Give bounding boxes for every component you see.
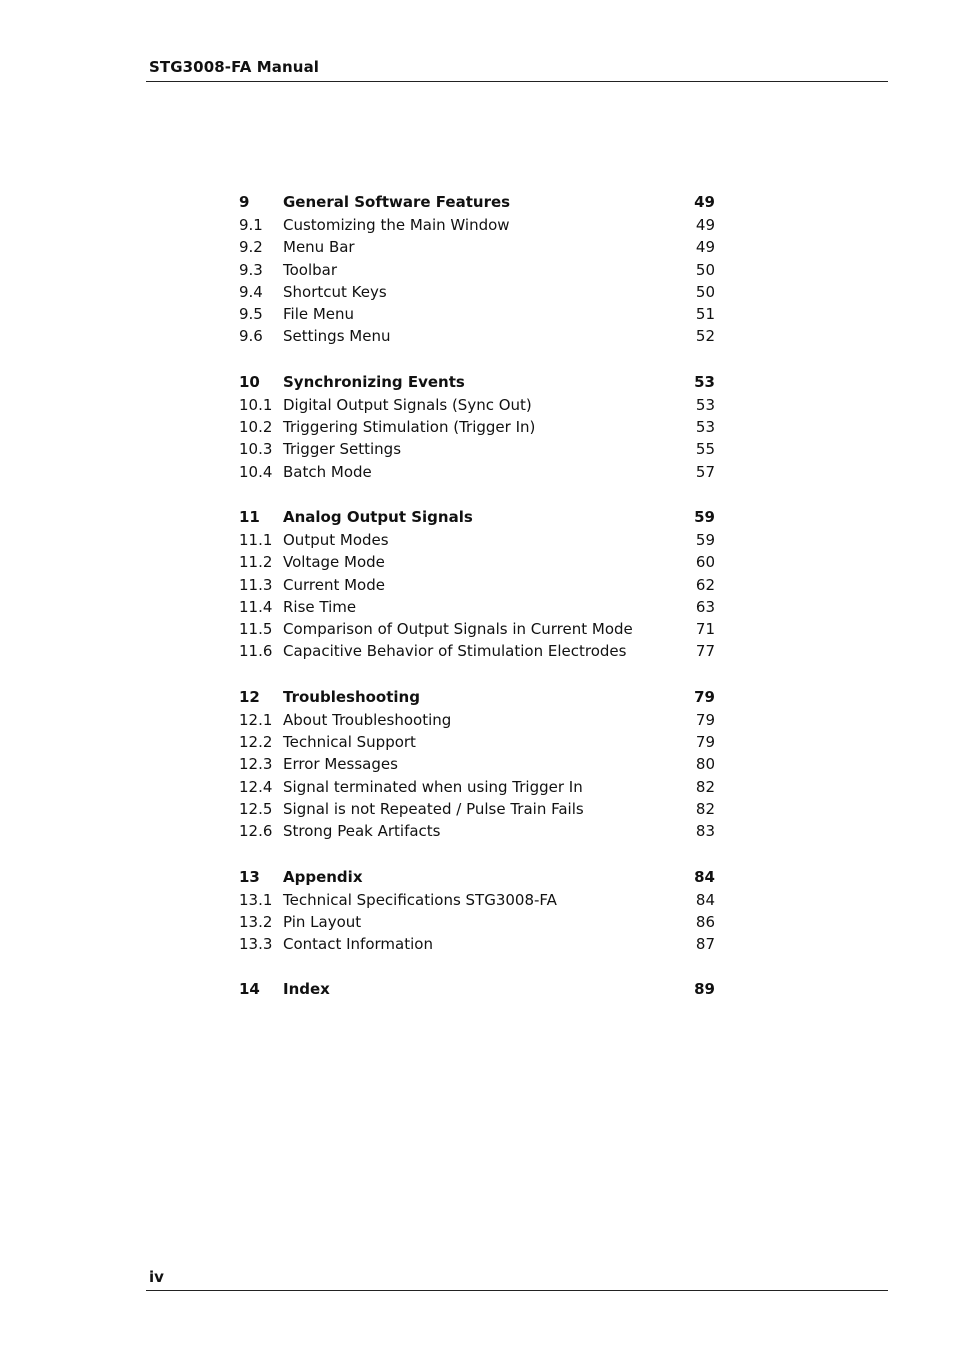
toc-entry-number: 11.6 (239, 642, 273, 661)
toc-subsection-row[interactable] (239, 911, 719, 933)
toc-entry-number: 11.2 (239, 553, 273, 572)
toc-subsection-row[interactable] (239, 461, 719, 483)
toc-entry-number: 13.1 (239, 890, 273, 909)
toc-entry-page: 83 (695, 822, 715, 841)
table-of-contents (239, 190, 719, 1023)
toc-subsection-row[interactable] (239, 529, 719, 551)
toc-entry-title: Triggering Stimulation (Trigger In) (283, 418, 536, 437)
toc-subsection-row[interactable] (239, 574, 719, 596)
toc-entry-page: 84 (695, 890, 715, 909)
toc-entry-page: 79 (695, 710, 715, 729)
toc-entry-number: 12.6 (239, 822, 273, 841)
toc-entry-number: 14 (239, 980, 260, 999)
toc-entry-page: 77 (695, 642, 715, 661)
toc-entry-title: Rise Time (283, 597, 357, 616)
toc-entry-page: 49 (695, 216, 715, 234)
toc-entry-title: Settings Menu (283, 327, 391, 346)
toc-entry-page: 82 (695, 777, 715, 796)
toc-entry-number: 11.5 (239, 620, 273, 639)
toc-entry-title: Troubleshooting (283, 687, 420, 706)
page-footer (146, 1266, 888, 1291)
toc-entry-title: Technical Support (283, 733, 416, 752)
toc-subsection-row[interactable] (239, 214, 719, 236)
toc-chapter-row[interactable] (239, 190, 719, 214)
toc-entry-page: 50 (695, 282, 715, 301)
toc-entry-number: 12.2 (239, 733, 273, 752)
toc-subsection-row[interactable] (239, 820, 719, 842)
toc-entry-number: 9.5 (239, 305, 263, 324)
toc-entry-page: 79 (694, 687, 715, 706)
toc-entry-page: 60 (695, 553, 715, 572)
toc-entry-title: File Menu (283, 305, 355, 324)
toc-entry-title: About Troubleshooting (283, 710, 452, 729)
page-number: iv (149, 1268, 164, 1286)
toc-entry-title: General Software Features (283, 193, 511, 211)
toc-entry-page: 52 (695, 327, 715, 346)
toc-entry-page: 59 (694, 507, 715, 526)
toc-entry-number: 10.4 (239, 462, 273, 481)
toc-entry-title: Menu Bar (283, 238, 355, 257)
toc-entry-number: 9.3 (239, 260, 263, 279)
toc-section (239, 370, 719, 483)
toc-entry-number: 11.4 (239, 597, 273, 616)
toc-entry-title: Contact Information (283, 935, 433, 954)
toc-entry-title: Synchronizing Events (283, 372, 465, 391)
toc-subsection-row[interactable] (239, 731, 719, 753)
toc-chapter-row[interactable] (239, 685, 719, 709)
toc-subsection-row[interactable] (239, 933, 719, 955)
toc-entry-page: 53 (695, 395, 715, 414)
toc-subsection-row[interactable] (239, 259, 719, 281)
toc-entry-number: 12.3 (239, 755, 273, 774)
toc-entry-page: 80 (695, 755, 715, 774)
toc-entry-page: 57 (695, 462, 715, 481)
toc-entry-page: 49 (695, 238, 715, 257)
toc-subsection-row[interactable] (239, 551, 719, 573)
toc-entry-page: 50 (695, 260, 715, 279)
toc-entry-number: 10.2 (239, 418, 273, 437)
toc-subsection-row[interactable] (239, 618, 719, 640)
toc-entry-number: 10 (239, 372, 260, 391)
document-title: STG3008-FA Manual (149, 58, 320, 76)
toc-entry-number: 12 (239, 687, 260, 706)
toc-entry-page: 86 (695, 912, 715, 931)
toc-entry-page: 51 (695, 305, 715, 324)
toc-entry-title: Signal is not Repeated / Pulse Train Fails (283, 799, 584, 818)
toc-subsection-row[interactable] (239, 416, 719, 438)
toc-chapter-row[interactable] (239, 977, 719, 1001)
toc-entry-number: 9.6 (239, 327, 263, 346)
toc-entry-page: 55 (695, 440, 715, 459)
toc-entry-title: Digital Output Signals (Sync Out) (283, 395, 532, 414)
toc-section (239, 977, 719, 1001)
toc-entry-title: Signal terminated when using Trigger In (283, 777, 583, 796)
toc-entry-page: 84 (694, 867, 715, 886)
toc-subsection-row[interactable] (239, 438, 719, 460)
toc-entry-page: 87 (695, 935, 715, 954)
page-header (146, 56, 888, 82)
toc-entry-page: 79 (695, 733, 715, 752)
toc-entry-number: 10.1 (239, 395, 273, 414)
toc-entry-title: Toolbar (283, 260, 338, 279)
toc-entry-number: 13.3 (239, 935, 273, 954)
toc-entry-number: 13 (239, 867, 260, 886)
toc-subsection-row[interactable] (239, 303, 719, 325)
toc-entry-title: Analog Output Signals (283, 507, 473, 526)
toc-entry-number: 10.3 (239, 440, 273, 459)
toc-entry-title: Trigger Settings (283, 440, 402, 459)
toc-entry-title: Output Modes (283, 530, 389, 549)
toc-entry-title: Capacitive Behavior of Stimulation Electrodes (283, 642, 627, 661)
toc-section (239, 865, 719, 956)
toc-entry-number: 12.4 (239, 777, 273, 796)
toc-entry-page: 53 (694, 372, 715, 391)
toc-entry-title: Comparison of Output Signals in Current Mode (283, 620, 633, 639)
toc-subsection-row[interactable] (239, 753, 719, 775)
toc-subsection-row[interactable] (239, 798, 719, 820)
toc-subsection-row[interactable] (239, 281, 719, 303)
toc-entry-title: Shortcut Keys (283, 282, 387, 301)
toc-chapter-row[interactable] (239, 505, 719, 529)
toc-entry-number: 11 (239, 507, 260, 526)
toc-entry-number: 9.4 (239, 282, 263, 301)
toc-chapter-row[interactable] (239, 865, 719, 889)
toc-entry-number: 9.1 (239, 216, 263, 234)
toc-entry-page: 53 (695, 418, 715, 437)
toc-subsection-row[interactable] (239, 776, 719, 798)
toc-entry-page: 49 (694, 193, 715, 211)
toc-entry-number: 9.2 (239, 238, 263, 257)
toc-entry-title: Appendix (283, 867, 363, 886)
toc-entry-title: Strong Peak Artifacts (283, 822, 441, 841)
toc-entry-title: Technical Specifications STG3008-FA (283, 890, 557, 909)
toc-entry-title: Pin Layout (283, 912, 362, 931)
toc-subsection-row[interactable] (239, 709, 719, 731)
toc-entry-page: 63 (695, 597, 715, 616)
toc-entry-page: 59 (695, 530, 715, 549)
toc-section (239, 190, 719, 348)
toc-entry-title: Current Mode (283, 575, 385, 594)
toc-entry-page: 82 (695, 799, 715, 818)
toc-entry-page: 71 (695, 620, 715, 639)
toc-subsection-row[interactable] (239, 236, 719, 258)
toc-subsection-row[interactable] (239, 394, 719, 416)
toc-section (239, 505, 719, 663)
toc-entry-page: 89 (694, 980, 715, 999)
toc-entry-title: Customizing the Main Window (283, 216, 510, 234)
toc-entry-title: Index (283, 980, 330, 999)
toc-chapter-row[interactable] (239, 370, 719, 394)
toc-entry-page: 62 (695, 575, 715, 594)
toc-subsection-row[interactable] (239, 325, 719, 347)
toc-entry-title: Batch Mode (283, 462, 372, 481)
toc-section (239, 685, 719, 843)
toc-entry-title: Error Messages (283, 755, 398, 774)
toc-subsection-row[interactable] (239, 596, 719, 618)
toc-subsection-row[interactable] (239, 889, 719, 911)
toc-entry-number: 12.5 (239, 799, 273, 818)
toc-entry-number: 12.1 (239, 710, 273, 729)
toc-entry-number: 13.2 (239, 912, 273, 931)
toc-subsection-row[interactable] (239, 640, 719, 662)
toc-entry-number: 11.3 (239, 575, 273, 594)
toc-entry-title: Voltage Mode (283, 553, 385, 572)
toc-entry-number: 9 (239, 193, 250, 211)
toc-entry-number: 11.1 (239, 530, 273, 549)
